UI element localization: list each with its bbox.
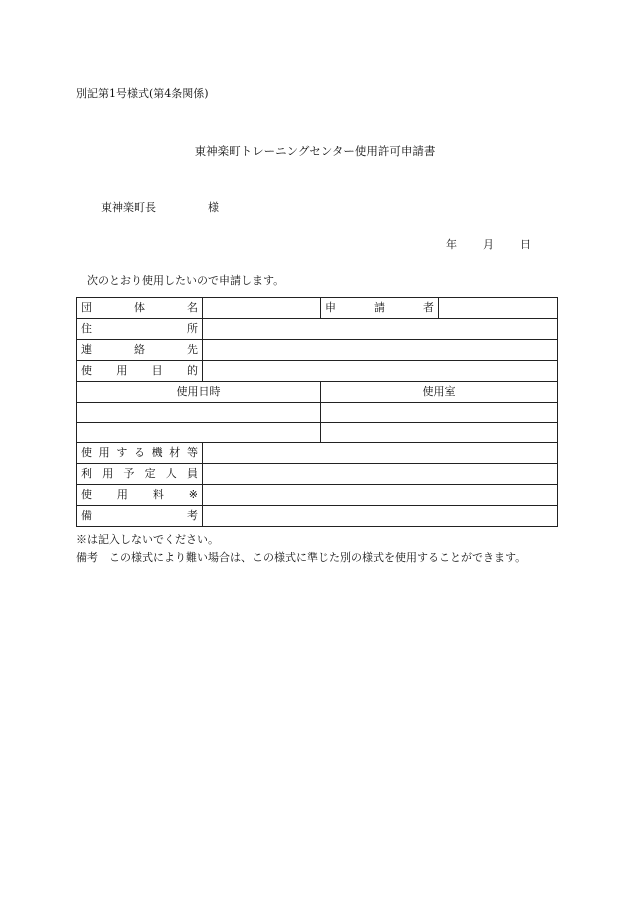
document-title: 東神楽町トレーニングセンター使用許可申請書 — [194, 144, 436, 158]
address-field[interactable] — [203, 319, 558, 340]
applicant-field[interactable] — [439, 298, 558, 319]
table-row — [77, 403, 558, 423]
table-row — [77, 423, 558, 443]
table-row — [77, 340, 558, 361]
usage-datetime-header: 使用日時 — [77, 382, 321, 403]
honorific: 様 — [208, 201, 219, 214]
table-row — [77, 443, 558, 464]
contact-label: 連 絡 先 — [77, 340, 203, 361]
application-form-table — [76, 297, 558, 527]
table-row — [77, 361, 558, 382]
table-row — [77, 506, 558, 527]
intro-text: 次のとおり使用したいので申請します。 — [87, 274, 285, 287]
day-label: 日 — [520, 238, 531, 251]
table-row — [77, 464, 558, 485]
date-line — [446, 236, 531, 252]
remarks-note: 備考 この様式により難い場合は、この様式に準じた別の様式を使用することができます。 — [76, 551, 527, 564]
table-row — [77, 382, 558, 403]
planned-users-field[interactable] — [203, 464, 558, 485]
usage-room-field-1[interactable] — [321, 403, 558, 423]
addressee: 東神楽町長 — [101, 201, 156, 214]
fee-field[interactable] — [203, 485, 558, 506]
usage-room-field-2[interactable] — [321, 423, 558, 443]
purpose-field[interactable] — [203, 361, 558, 382]
group-name-field[interactable] — [203, 298, 321, 319]
planned-users-label: 利 用 予 定 人 員 — [77, 464, 203, 485]
table-row — [77, 298, 558, 319]
fee-note: ※は記入しないでください。 — [76, 533, 219, 546]
remarks-label: 備 考 — [77, 506, 203, 527]
address-label: 住 所 — [77, 319, 203, 340]
year-label: 年 — [446, 238, 457, 251]
month-label: 月 — [483, 238, 494, 251]
table-row — [77, 319, 558, 340]
equipment-label: 使 用 す る 機 材 等 — [77, 443, 203, 464]
group-name-label: 団 体 名 — [77, 298, 203, 319]
usage-room-header: 使用室 — [321, 382, 558, 403]
form-reference: 別記第1号様式(第4条関係) — [76, 87, 209, 100]
fee-label: 使 用 料 ※ — [77, 485, 203, 506]
usage-datetime-field-2[interactable] — [77, 423, 321, 443]
contact-field[interactable] — [203, 340, 558, 361]
equipment-field[interactable] — [203, 443, 558, 464]
purpose-label: 使 用 目 的 — [77, 361, 203, 382]
applicant-label: 申 請 者 — [321, 298, 439, 319]
remarks-field[interactable] — [203, 506, 558, 527]
usage-datetime-field-1[interactable] — [77, 403, 321, 423]
table-row — [77, 485, 558, 506]
